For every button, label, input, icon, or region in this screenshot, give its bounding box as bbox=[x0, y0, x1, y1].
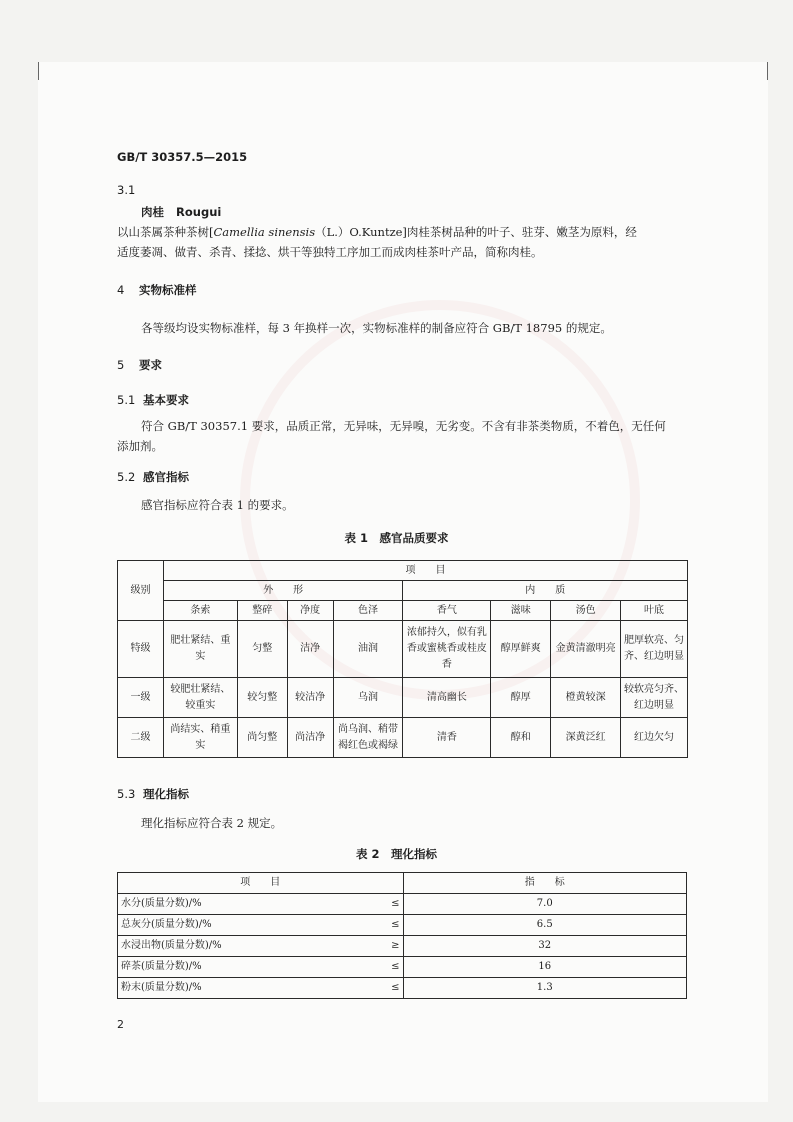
section-title: 实物标准样 bbox=[139, 283, 197, 297]
grade-header: 级别 bbox=[118, 561, 164, 621]
section-5-1-heading bbox=[117, 392, 189, 408]
table-cell: 醇和 bbox=[491, 718, 551, 758]
section-4-text: 各等级均设实物标准样，每 3 年换样一次，实物标准样的制备应符合 GB/T 18795 的规定。 bbox=[141, 321, 612, 335]
table-cell: 肥厚软亮、匀齐、红边明显 bbox=[621, 621, 688, 678]
table-row bbox=[118, 621, 688, 678]
sensory-quality-table bbox=[117, 560, 688, 758]
table-row bbox=[118, 894, 687, 915]
indicator-name: 水分(质量分数)/% bbox=[118, 894, 348, 915]
table1-caption: 表 1 感官品质要求 bbox=[344, 531, 449, 545]
table-row bbox=[118, 957, 687, 978]
column-header: 汤色 bbox=[551, 601, 621, 621]
grade-cell: 特级 bbox=[118, 621, 164, 678]
section-number: 5.3 bbox=[117, 787, 136, 801]
definition-text: 以山茶属茶种茶树[ bbox=[117, 225, 214, 239]
column-header: 净度 bbox=[287, 601, 333, 621]
section-number: 5 bbox=[117, 358, 125, 372]
section-5-heading bbox=[117, 357, 162, 373]
section-4-heading bbox=[117, 282, 197, 298]
table-cell: 油润 bbox=[333, 621, 403, 678]
standard-number: GB/T 30357.5—2015 bbox=[117, 150, 248, 164]
table-row bbox=[118, 718, 688, 758]
physicochemical-table bbox=[117, 872, 687, 999]
column-header: 叶底 bbox=[621, 601, 688, 621]
table2-caption: 表 2 理化指标 bbox=[355, 847, 437, 861]
indicator-value: 7.0 bbox=[403, 894, 687, 915]
section-title: 感官指标 bbox=[143, 470, 189, 484]
column-header: 香气 bbox=[403, 601, 491, 621]
column-header: 整碎 bbox=[237, 601, 287, 621]
indicator-name: 粉末(质量分数)/% bbox=[118, 978, 348, 999]
column-header: 滋味 bbox=[491, 601, 551, 621]
table-cell: 较肥壮紧结、较重实 bbox=[163, 678, 237, 718]
section-title: 理化指标 bbox=[143, 787, 189, 801]
item-header: 项 目 bbox=[163, 561, 687, 581]
section-5-1-line1: 符合 GB/T 30357.1 要求，品质正常，无异味，无异嗅，无劣变。不含有非茶类物质，不着色，无任何 bbox=[141, 419, 666, 433]
table-cell: 较软亮匀齐、红边明显 bbox=[621, 678, 688, 718]
grade-cell: 一级 bbox=[118, 678, 164, 718]
term-zh: 肉桂 bbox=[141, 205, 164, 219]
indicator-value: 6.5 bbox=[403, 915, 687, 936]
comparison-operator: ≤ bbox=[347, 915, 403, 936]
column-header: 条索 bbox=[163, 601, 237, 621]
indicator-value: 16 bbox=[403, 957, 687, 978]
section-title: 基本要求 bbox=[143, 393, 189, 407]
section-5-2-heading bbox=[117, 469, 189, 485]
page-number: 2 bbox=[117, 1018, 124, 1031]
table-cell: 肥壮紧结、重实 bbox=[163, 621, 237, 678]
table-row bbox=[118, 936, 687, 957]
page-edge-mark bbox=[38, 62, 39, 80]
section-number: 4 bbox=[117, 283, 125, 297]
comparison-operator: ≤ bbox=[347, 894, 403, 915]
table-cell: 醇厚鲜爽 bbox=[491, 621, 551, 678]
section-number: 5.1 bbox=[117, 393, 136, 407]
term-definition-line1 bbox=[117, 222, 637, 242]
table-cell: 尚洁净 bbox=[287, 718, 333, 758]
table-cell: 醇厚 bbox=[491, 678, 551, 718]
section-5-1-line2: 添加剂。 bbox=[117, 439, 163, 453]
indicator-value: 1.3 bbox=[403, 978, 687, 999]
definition-text: （L.）O.Kuntze]肉桂茶树品种的叶子、驻芽、嫩茎为原料，经 bbox=[315, 225, 637, 239]
inner-quality-header: 内 质 bbox=[403, 581, 688, 601]
table-cell: 深黄泛红 bbox=[551, 718, 621, 758]
table-cell: 较匀整 bbox=[237, 678, 287, 718]
table-cell: 尚结实、稍重实 bbox=[163, 718, 237, 758]
grade-cell: 二级 bbox=[118, 718, 164, 758]
column-header: 色泽 bbox=[333, 601, 403, 621]
table-cell: 匀整 bbox=[237, 621, 287, 678]
comparison-operator: ≥ bbox=[347, 936, 403, 957]
value-header: 指 标 bbox=[403, 873, 687, 894]
section-title: 要求 bbox=[139, 358, 162, 372]
section-3-1-number: 3.1 bbox=[117, 183, 136, 197]
appearance-header: 外 形 bbox=[163, 581, 403, 601]
term-heading bbox=[141, 202, 221, 222]
term-definition-line2: 适度萎凋、做青、杀青、揉捻、烘干等独特工序加工而成肉桂茶叶产品，简称肉桂。 bbox=[117, 245, 543, 259]
table-cell: 浓郁持久，似有乳香或蜜桃香或桂皮香 bbox=[403, 621, 491, 678]
indicator-name: 碎茶(质量分数)/% bbox=[118, 957, 348, 978]
section-number: 5.2 bbox=[117, 470, 136, 484]
table-cell: 尚匀整 bbox=[237, 718, 287, 758]
table-cell: 金黄清澈明亮 bbox=[551, 621, 621, 678]
comparison-operator: ≤ bbox=[347, 978, 403, 999]
indicator-name: 水浸出物(质量分数)/% bbox=[118, 936, 348, 957]
page-edge-mark bbox=[767, 62, 768, 80]
table-cell: 较洁净 bbox=[287, 678, 333, 718]
table-cell: 红边欠匀 bbox=[621, 718, 688, 758]
table-row bbox=[118, 915, 687, 936]
table-cell: 橙黄较深 bbox=[551, 678, 621, 718]
table-cell: 乌润 bbox=[333, 678, 403, 718]
table-cell: 洁净 bbox=[287, 621, 333, 678]
indicator-value: 32 bbox=[403, 936, 687, 957]
latin-name: Camellia sinensis bbox=[213, 225, 316, 239]
comparison-operator: ≤ bbox=[347, 957, 403, 978]
indicator-name: 总灰分(质量分数)/% bbox=[118, 915, 348, 936]
section-5-2-text: 感官指标应符合表 1 的要求。 bbox=[141, 498, 294, 512]
section-5-3-heading bbox=[117, 786, 189, 802]
table-row bbox=[118, 678, 688, 718]
table-cell: 清高幽长 bbox=[403, 678, 491, 718]
table-cell: 尚乌润、稍带褐红色或褐绿 bbox=[333, 718, 403, 758]
section-5-3-text: 理化指标应符合表 2 规定。 bbox=[141, 816, 283, 830]
term-en: Rougui bbox=[176, 205, 222, 219]
item-header: 项 目 bbox=[118, 873, 404, 894]
table-row bbox=[118, 978, 687, 999]
table-cell: 清香 bbox=[403, 718, 491, 758]
